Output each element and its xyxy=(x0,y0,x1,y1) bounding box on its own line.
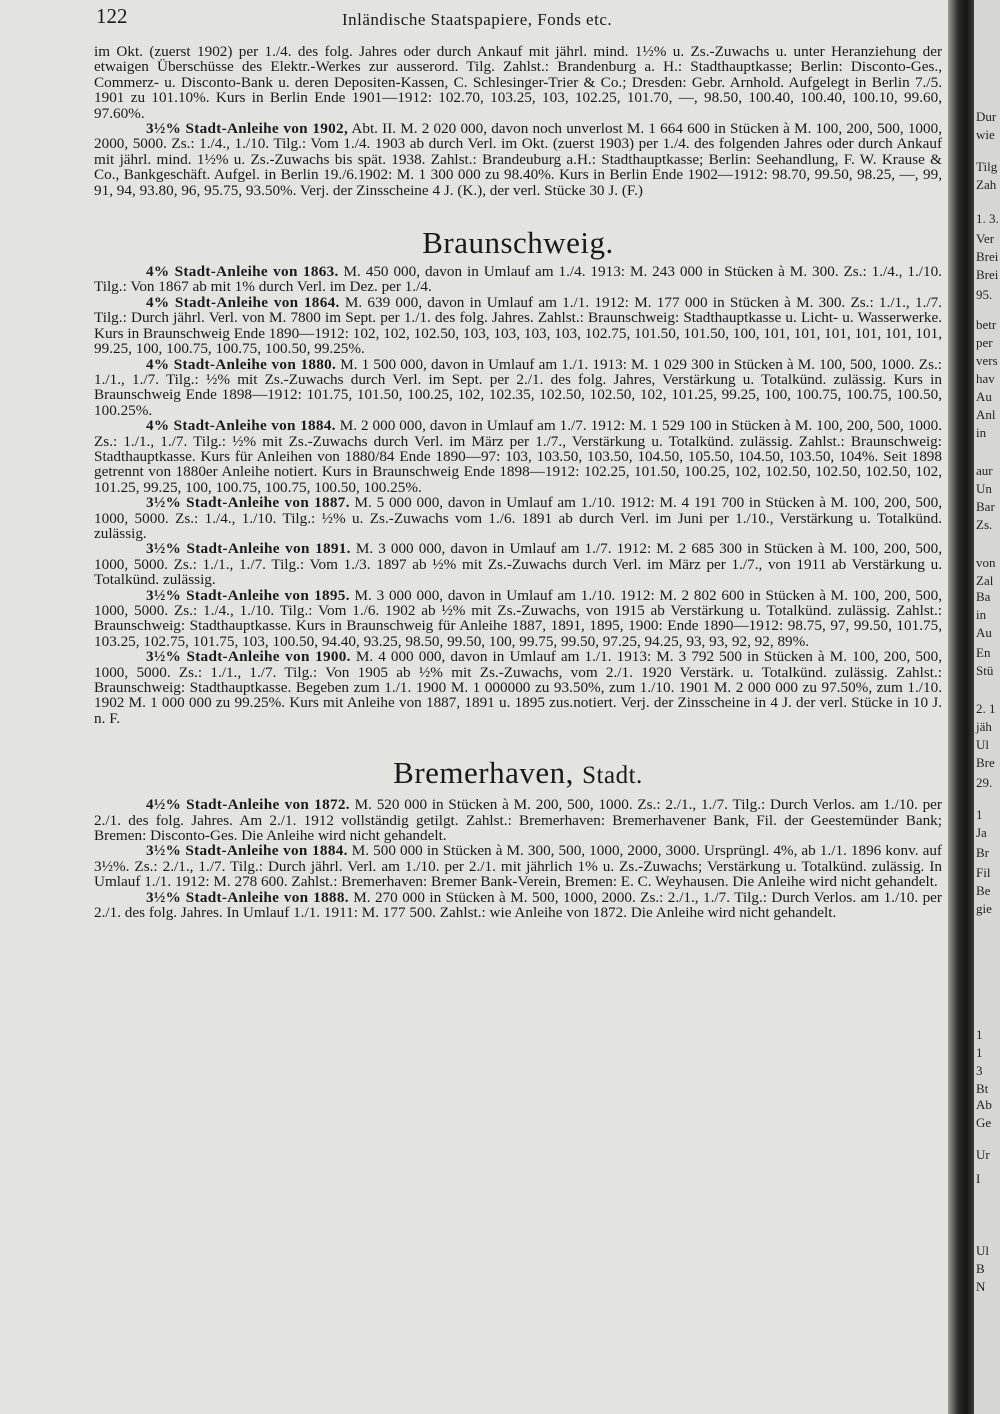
section-title-braunschweig: Braunschweig. xyxy=(422,225,614,261)
margin-fragment: 3 xyxy=(976,1063,983,1078)
margin-fragment: Zal xyxy=(976,573,994,588)
entry-heading: 3½% Stadt-Anleihe von 1902, xyxy=(146,120,349,138)
entry-heading: 4% Stadt-Anleihe von 1864. xyxy=(146,293,340,311)
entry-braunschweig-1895 xyxy=(94,588,942,650)
margin-fragment: per xyxy=(976,335,993,350)
entry-bremerhaven-1872 xyxy=(94,797,942,843)
entry-heading: 4% Stadt-Anleihe von 1880. xyxy=(146,355,337,373)
entry-braunschweig-1887 xyxy=(94,495,942,541)
margin-fragment: Anl xyxy=(976,407,996,422)
margin-fragment: Ge xyxy=(976,1115,992,1130)
margin-fragment: vers xyxy=(976,353,998,368)
margin-fragment: 29. xyxy=(976,775,993,790)
margin-fragment: I xyxy=(976,1171,981,1186)
entry-text: M. 1 500 000, davon in Umlauf am 1./1. 1913: M. 1 029 300 in Stücken à M. 100, 500, 1000. Zs.: 1./1., 1./7. Tilg.: ½% mit Zs.-Zuwachs durch Verl. im Sept. per 2./1. des folg. Jahres, Verstärkung u. Totalkünd. zulässig. Kurs in Braunschweig Ende 1898—1912: 101.75, 101.50, 100.25, 102, 102.35, 102.50, 102.50, 102, 101.25, 99.25, 100, 100.75, 100.75, 100.50, 100.25%. xyxy=(94,355,942,419)
margin-fragment: 1 xyxy=(976,1027,983,1042)
entry-heading: 4% Stadt-Anleihe von 1884. xyxy=(146,417,336,435)
margin-fragment: 1. 3. xyxy=(976,211,999,226)
entry-text: M. 450 000, davon in Umlauf am 1./4. 1913: M. 243 000 in Stücken à M. 300. Zs.: 1./4., 1./10. Tilg.: Von 1867 ab mit 1% durch Verl. im Dez. per 1./4. xyxy=(94,263,942,296)
entry-text: M. 2 000 000, davon in Umlauf am 1./7. 1912: M. 1 529 100 in Stücken à M. 100, 200, 500, 1000. Zs.: 1./1., 1./7. Tilg.: ½% mit Zs.-Zuwachs durch Verl. im März per 1./7., Verstärkung u. Totalkünd. zulässig. Zahlst.: Braunschweig: Stadthauptkasse. Kurs für Anleihen von 1880/84 Ende 1890—97: 103, 103.50, 103.50, 104.50, 105.50, 104.50, 103.50, 104%. Seit 1898 getrennt von 1880er Anleihe notiert. Kurs in Braunschweig Ende 1898—1912: 102.25, 101.50, 100.25, 102, 102.50, 102.50, 102.50, 102, 101.25, 99.25, 100, 100.75, 100.75, 100.50, 100.25%. xyxy=(94,417,942,496)
intro-entry-anleihe-1902 xyxy=(94,121,942,198)
entry-heading: 3½% Stadt-Anleihe von 1887. xyxy=(146,494,350,512)
margin-fragment: Bre xyxy=(976,755,995,770)
margin-fragment: N xyxy=(976,1279,986,1294)
margin-fragment: Ul xyxy=(976,1243,989,1258)
margin-fragment: Bar xyxy=(976,499,995,514)
margin-fragment: Fil xyxy=(976,865,991,880)
margin-fragment: Ul xyxy=(976,737,989,752)
entry-braunschweig-1891 xyxy=(94,541,942,587)
facing-page-fragments xyxy=(974,0,1000,1414)
entry-heading: 3½% Stadt-Anleihe von 1884. xyxy=(146,842,348,860)
entry-braunschweig-1863 xyxy=(94,264,942,295)
entry-heading: 3½% Stadt-Anleihe von 1895. xyxy=(146,586,350,604)
margin-fragment: Br xyxy=(976,845,989,860)
entry-text: M. 3 000 000, davon in Umlauf am 1./10. 1912: M. 2 802 600 in Stücken à M. 100, 200, 500, 1000, 5000. Zs.: 1./4., 1./10. Tilg.: Vom 1./6. 1902 ab ½% mit Zs.-Zuwachs, von 1915 ab Verstärkung u. Totalkünd. zulässig. Zahlst.: Braunschweig: Stadthauptkasse. Kurs in Braunschweig für Anleihe 1887, 1891, 1895, 1900: Ende 1890—1912: 98.75, 97, 99.50, 101.75, 103.25, 102.75, 101.75, 103, 100.50, 94.40, 93.25, 98.50, 99.50, 100, 99.75, 99.50, 97.25, 94.25, 93, 93, 92, 92, 89%. xyxy=(94,586,942,650)
margin-fragment: wie xyxy=(976,127,995,142)
margin-fragment: 95. xyxy=(976,287,993,302)
entry-text: Abt. II. M. 2 020 000, davon noch unverlost M. 1 664 600 in Stücken à M. 100, 200, 500, 1000, 2000, 5000. Zs.: 1./4., 1./10. Tilg.: Vom 1./4. 1903 ab durch Verl. im Okt. (zuerst 1903) per 1./4. des folgenden Jahres oder durch Ankauf mit jährl. mind. 1½% u. Zs.-Zuwachs bis spät. 1938. Zahlst.: Brandeuburg a.H.: Stadthauptkasse; Berlin: Seehandlung, F. W. Krause & Co., Bankgeschäft. Aufgel. in Berlin 19./6.1902: M. 1 300 000 zu 98.40%. Kurs in Berlin Ende 1902—1912: 98.70, 99.50, 98.25, —, 99, 91, 94, 93.80, 96, 95.75, 93.50%. Verj. der Zinsscheine 4 J. (K.), der verl. Stücke 30 J. (F.) xyxy=(94,120,942,199)
page-content xyxy=(94,44,942,921)
entry-text: M. 4 000 000, davon in Umlauf am 1./1. 1913: M. 3 792 500 in Stücken à M. 100, 200, 500, 1000, 5000. Zs.: 1./1., 1./7. Tilg.: Von 1905 ab ½% mit Zs.-Zuwachs, vom 2./1. 1920 Verstärk. u. Totalkünd. zulässig. Zahlst.: Braunschweig: Stadthauptkasse. Begeben zum 1./1. 1900 M. 1 000000 zu 93.50%, zum 1./10. 1901 M. 2 000 000 zu 97.50%, zum 1./10. 1902 M. 1 000 000 zu 99.25%. Kurs mit Anleihe von 1887, 1891 u. 1895 zus.notiert. Verj. der Zinsscheine in 4 J. der verl. Stücke in 10 J. n. F. xyxy=(94,648,942,727)
margin-fragment: Ur xyxy=(976,1147,990,1162)
margin-fragment: Zs. xyxy=(976,517,993,532)
margin-fragment: B xyxy=(976,1261,985,1276)
margin-fragment: Bt xyxy=(976,1081,989,1096)
section-title-bremerhaven: Bremerhaven, Stadt. xyxy=(393,755,643,791)
margin-fragment: Be xyxy=(976,883,991,898)
margin-fragment: Ab xyxy=(976,1097,992,1112)
margin-fragment: Ba xyxy=(976,589,991,604)
margin-fragment: von xyxy=(976,555,996,570)
entry-heading: 3½% Stadt-Anleihe von 1888. xyxy=(146,888,349,906)
entry-text: M. 5 000 000, davon in Umlauf am 1./10. 1912: M. 4 191 700 in Stücken à M. 100, 200, 500, 1000, 5000. Zs.: 1./4., 1./10. Tilg.: ½% u. Zs.-Zuwachs vom 1./6. 1891 ab durch Verl. im Juni per 1./10., Verstärkung u. Totalkünd. zulässig. xyxy=(94,494,942,542)
entry-text: M. 520 000 in Stücken à M. 200, 500, 1000. Zs.: 2./1., 1./7. Tilg.: Durch Verlos. am 1./10. per 2./1. des folg. Jahres. Am 2./1. 1912 vollständig getilgt. Zahlst.: Bremerhaven: Bremerhavener Bank, Fil. der Geestemünder Bank; Bremen: Disconto-Ges. Die Anleihe wird nicht gehandelt. xyxy=(94,796,942,845)
margin-fragment: 1 xyxy=(976,807,983,822)
margin-fragment: betr xyxy=(976,317,997,332)
entry-text: M. 639 000, davon in Umlauf am 1./1. 1912: M. 177 000 in Stücken à M. 300. Zs.: 1./1., 1./7. Tilg.: Durch jährl. Verl. von M. 7800 im Sept. per 1./1. des folg. Jahres. Zahlst.: Braunschweig: Stadthauptkasse u. Licht- u. Wasserwerke. Kurs in Braunschweig Ende 1890—1912: 102, 102, 102.50, 103, 103, 103, 103, 102.75, 101.50, 101.50, 100, 101, 101, 101, 101, 101, 101, 99.25, 100, 100.75, 100.75, 100.50, 99.25%. xyxy=(94,293,942,358)
margin-fragment: Ver xyxy=(976,231,995,246)
running-title: Inländische Staatspapiere, Fonds etc. xyxy=(342,10,613,29)
margin-fragment: aur xyxy=(976,463,993,478)
entry-heading: 4½% Stadt-Anleihe von 1872. xyxy=(146,796,350,814)
entry-text: M. 500 000 in Stücken à M. 300, 500, 1000, 2000, 3000. Ursprüngl. 4%, ab 1./1. 1896 konv. auf 3½%. Zs.: 2./1., 1./7. Tilg.: Durch jährl. Verl. am 1./10. per 2./1. mit jährlich 1% u. Zs.-Zuwachs; Verstärkung u. Totalkünd. zulässig. In Umlauf 1./1. 1912: M. 278 600. Zahlst.: Bremerhaven: Bremer Bank-Verein, Bremen: E. C. Weyhausen. Die Anleihe wird nicht gehandelt. xyxy=(94,842,942,891)
margin-fragment: hav xyxy=(976,371,995,386)
margin-fragment: gie xyxy=(976,901,992,916)
margin-fragment: Un xyxy=(976,481,992,496)
margin-fragment: jäh xyxy=(976,719,992,734)
margin-fragment: Au xyxy=(976,625,992,640)
margin-fragment: Stü xyxy=(976,663,994,678)
page-header xyxy=(96,4,936,34)
intro-paragraph-1: im Okt. (zuerst 1902) per 1./4. des folg. Jahres oder durch Ankauf mit jährl. mind. 1½% u. Zs.-Zuwachs u. unter Heranziehung der etwaigen Überschüsse des Elektr.-Werkes zur ausserord. Tilg. Zahlst.: Brandenburg a. H.: Stadthauptkasse; Berlin: Disconto-Ges., Commerz- u. Disconto-Bank u. deren Depositen-Kassen, C. Schlesinger-Trier & Co.; Dresden: Gebr. Arnhold. Aufgelegt in Berlin 7./5. 1901 zu 101.10%. Kurs in Berlin Ende 1901—1912: 102.70, 103.25, 103, 102.25, 101.70, —, 98.50, 100.40, 100.40, 100.10, 99.60, 97.60%. xyxy=(94,43,942,122)
entry-bremerhaven-1884 xyxy=(94,843,942,889)
entry-braunschweig-1900 xyxy=(94,649,942,726)
page-number: 122 xyxy=(96,4,128,28)
margin-fragment: Dur xyxy=(976,109,997,124)
margin-fragment: Zah xyxy=(976,177,997,192)
margin-fragment: Brei xyxy=(976,267,999,282)
section-subtitle: Stadt. xyxy=(582,762,643,790)
margin-fragment: Brei xyxy=(976,249,999,264)
margin-fragment: Tilg xyxy=(976,159,998,174)
entry-bremerhaven-1888 xyxy=(94,890,942,921)
margin-fragment: 1 xyxy=(976,1045,983,1060)
entry-heading: 3½% Stadt-Anleihe von 1900. xyxy=(146,648,351,666)
entry-braunschweig-1864 xyxy=(94,295,942,357)
entry-heading: 4% Stadt-Anleihe von 1863. xyxy=(146,263,339,281)
book-gutter xyxy=(948,0,974,1414)
margin-fragment: 2. 1 xyxy=(976,701,996,716)
entry-text: M. 270 000 in Stücken à M. 500, 1000, 2000. Zs.: 2./1., 1./7. Tilg.: Durch Verlos. am 1./10. per 2./1. des folg. Jahres. In Umlauf 1./1. 1911: M. 177 500. Zahlst.: wie Anleihe von 1872. Die Anleihe wird nicht gehandelt. xyxy=(94,888,942,922)
margin-fragment: in xyxy=(976,425,987,440)
margin-fragment: Au xyxy=(976,389,992,404)
entry-braunschweig-1880 xyxy=(94,357,942,419)
entry-braunschweig-1884 xyxy=(94,418,942,495)
margin-fragment: En xyxy=(976,645,991,660)
entry-heading: 3½% Stadt-Anleihe von 1891. xyxy=(146,540,351,558)
margin-fragment: Ja xyxy=(976,825,987,840)
entry-text: M. 3 000 000, davon in Umlauf am 1./7. 1912: M. 2 685 300 in Stücken à M. 100, 200, 500, 1000, 5000. Zs.: 1./1., 1./7. Tilg.: Vom 1./3. 1897 ab ½% mit Zs.-Zuwachs durch Verl. im März per 1./7., von 1911 ab Verstärkung u. Totalkünd. zulässig. xyxy=(94,540,942,589)
margin-fragment: in xyxy=(976,607,987,622)
